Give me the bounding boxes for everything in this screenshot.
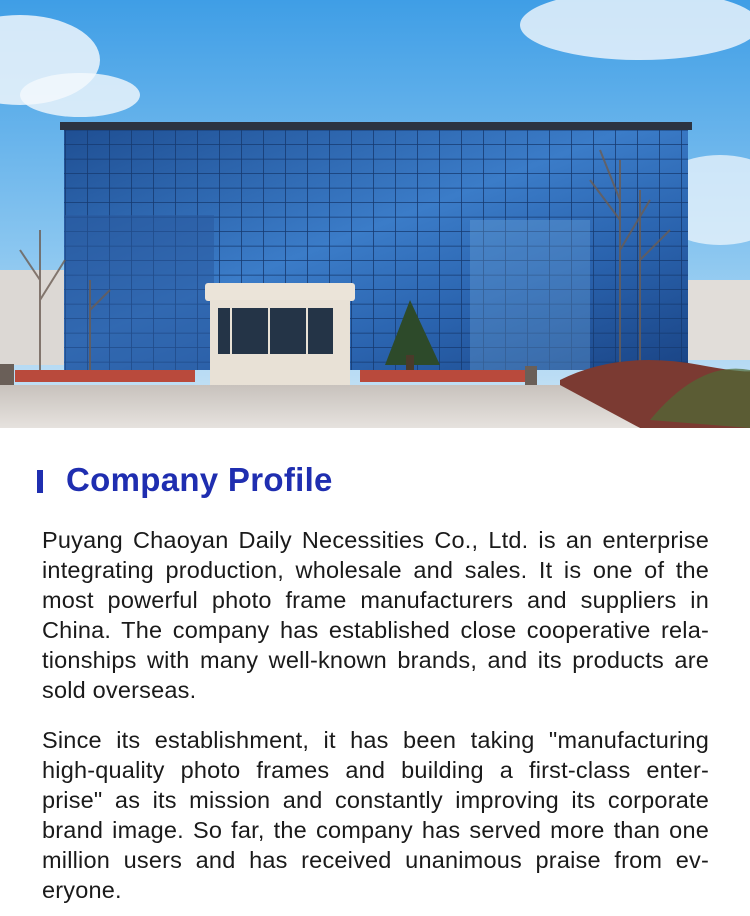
text-line: high-quality photo frames and building a first-class enter- (42, 757, 709, 783)
office-building-photo (0, 0, 750, 428)
company-profile-section (0, 428, 750, 916)
text-line: tionships with many well-known brands, and its products are (42, 647, 709, 673)
text-line: prise" as its mission and constantly improving its corporate (42, 787, 709, 813)
profile-paragraph-2 (42, 725, 709, 905)
text-line: Since its establishment, it has been taking "manufacturing (42, 727, 709, 753)
text-line: China. The company has established close cooperative rela- (42, 617, 709, 643)
hero-image (0, 0, 750, 428)
text-line: brand image. So far, the company has served more than one (42, 817, 709, 843)
text-line: eryone. (42, 877, 122, 903)
profile-paragraph-1 (42, 525, 709, 705)
title-accent-bar (37, 470, 43, 493)
text-line: most powerful photo frame manufacturers and suppliers in (42, 587, 709, 613)
text-line: Puyang Chaoyan Daily Necessities Co., Ltd. is an enterprise (42, 527, 709, 553)
section-title: Company Profile (66, 461, 333, 498)
text-line: integrating production, wholesale and sales. It is one of the (42, 557, 709, 583)
text-line: sold overseas. (42, 677, 197, 703)
text-line: million users and has received unanimous praise from ev- (42, 847, 709, 873)
